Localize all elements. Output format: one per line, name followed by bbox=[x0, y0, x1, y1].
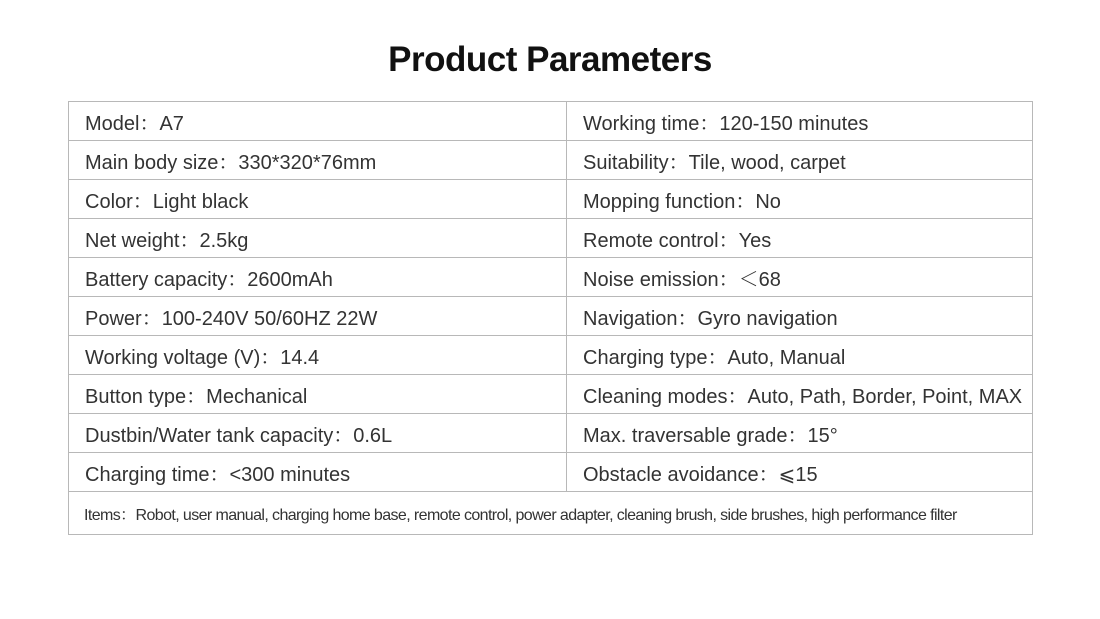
table-row bbox=[69, 297, 1033, 336]
table-row bbox=[69, 102, 1033, 141]
param-cell-working-time: Working time：120-150 minutes bbox=[567, 102, 1033, 141]
param-cell-obstacle-avoidance: Obstacle avoidance：⩽15 bbox=[567, 453, 1033, 492]
product-parameters-table bbox=[68, 101, 1033, 535]
table-row bbox=[69, 336, 1033, 375]
param-cell-noise-emission: Noise emission：＜68 bbox=[567, 258, 1033, 297]
table-row bbox=[69, 141, 1033, 180]
table-row-items bbox=[69, 492, 1033, 535]
param-cell-main-body-size: Main body size：330*320*76mm bbox=[69, 141, 567, 180]
param-cell-charging-time: Charging time：<300 minutes bbox=[69, 453, 567, 492]
param-cell-suitability: Suitability：Tile, wood, carpet bbox=[567, 141, 1033, 180]
param-cell-navigation: Navigation：Gyro navigation bbox=[567, 297, 1033, 336]
param-cell-battery-capacity: Battery capacity：2600mAh bbox=[69, 258, 567, 297]
page-title: Product Parameters bbox=[388, 40, 712, 79]
table-row bbox=[69, 414, 1033, 453]
param-cell-model: Model：A7 bbox=[69, 102, 567, 141]
param-cell-net-weight: Net weight：2.5kg bbox=[69, 219, 567, 258]
table-row bbox=[69, 375, 1033, 414]
param-cell-button-type: Button type：Mechanical bbox=[69, 375, 567, 414]
param-cell-remote-control: Remote control：Yes bbox=[567, 219, 1033, 258]
param-cell-working-voltage: Working voltage (V)：14.4 bbox=[69, 336, 567, 375]
table-row bbox=[69, 219, 1033, 258]
items-cell: Items：Robot, user manual, charging home base, remote control, power adapter, cleaning brush, side brushes, high performance filter bbox=[69, 492, 1033, 535]
table-row bbox=[69, 258, 1033, 297]
table-row bbox=[69, 453, 1033, 492]
param-cell-mopping-function: Mopping function：No bbox=[567, 180, 1033, 219]
param-cell-traversable-grade: Max. traversable grade：15° bbox=[567, 414, 1033, 453]
param-cell-charging-type: Charging type：Auto, Manual bbox=[567, 336, 1033, 375]
param-cell-cleaning-modes: Cleaning modes：Auto, Path, Border, Point, MAX bbox=[567, 375, 1033, 414]
param-cell-color: Color：Light black bbox=[69, 180, 567, 219]
table-row bbox=[69, 180, 1033, 219]
param-cell-dustbin-capacity: Dustbin/Water tank capacity：0.6L bbox=[69, 414, 567, 453]
param-cell-power: Power：100-240V 50/60HZ 22W bbox=[69, 297, 567, 336]
